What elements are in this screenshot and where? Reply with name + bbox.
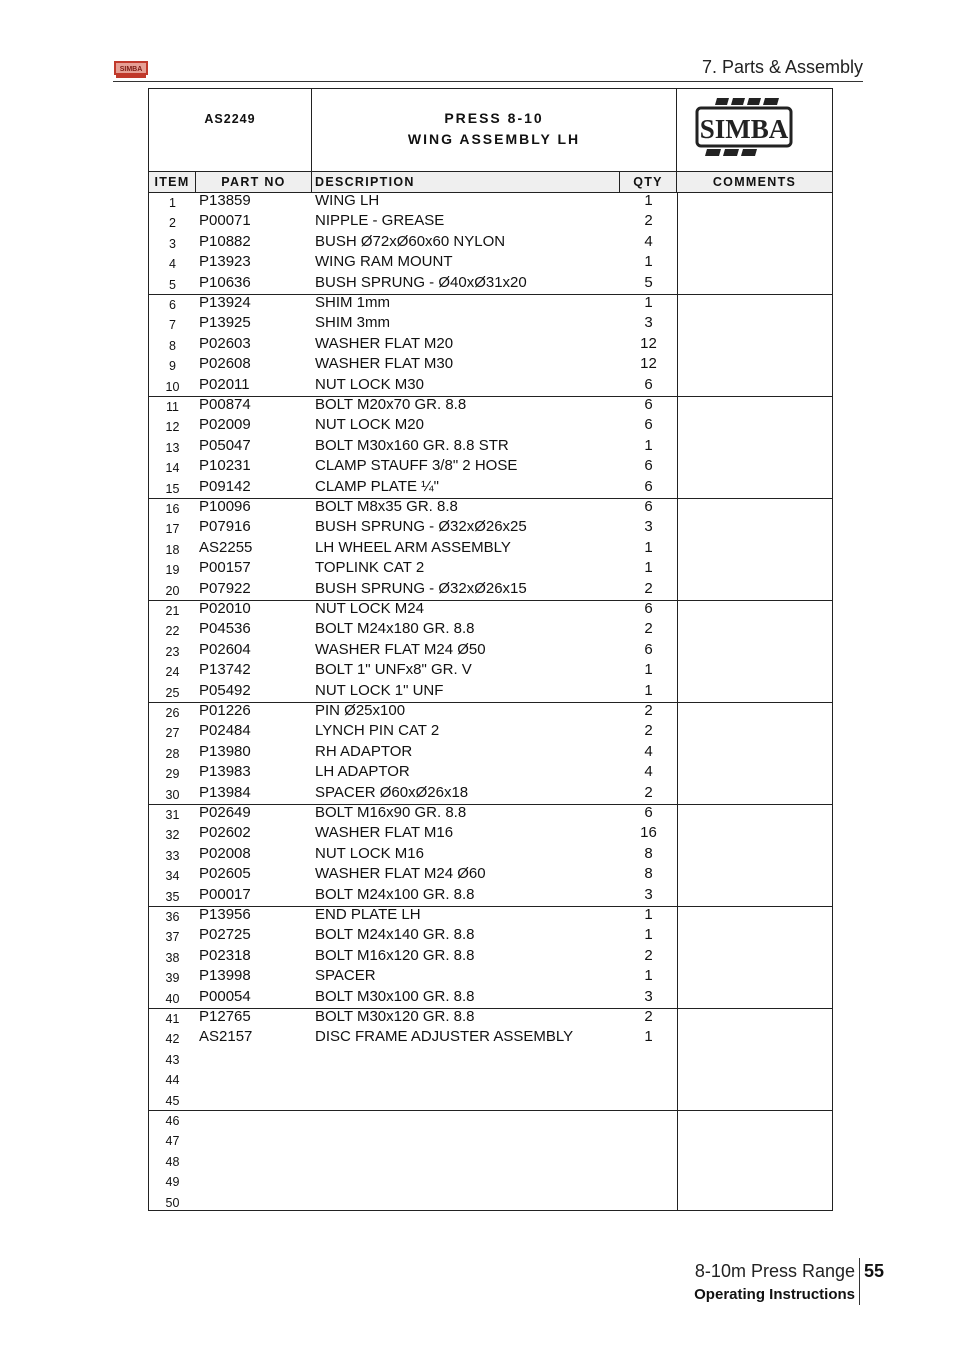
item-cell: 48 (165, 1154, 180, 1169)
qty-cell: 3 (644, 987, 653, 1005)
qty-cell: 6 (644, 804, 653, 821)
part-no-cell: P02602 (199, 824, 251, 842)
table-row (149, 641, 832, 661)
description-cell: WASHER FLAT M20 (315, 334, 454, 352)
simba-logo (695, 96, 793, 158)
item-cell: 50 (165, 1195, 180, 1210)
table-row (149, 294, 832, 314)
part-no-cell: P02605 (199, 865, 251, 883)
part-no-cell: AS2157 (199, 1028, 253, 1046)
description-cell: WASHER FLAT M24 Ø50 (315, 640, 486, 658)
group-divider (149, 396, 832, 397)
part-no-cell: P10096 (199, 498, 251, 515)
svg-text:SIMBA: SIMBA (699, 114, 789, 144)
part-no-cell: P00071 (199, 212, 251, 230)
group-divider (149, 600, 832, 601)
item-cell: 33 (165, 848, 180, 863)
column-header-row (149, 171, 832, 193)
group-divider (149, 702, 832, 703)
table-row (149, 396, 832, 416)
item-cell: 21 (165, 604, 180, 618)
table-row (149, 845, 832, 865)
part-no-cell: P01226 (199, 702, 251, 719)
qty-cell: 12 (640, 355, 657, 373)
table-row (149, 682, 832, 702)
item-cell: 37 (165, 930, 180, 945)
qty-cell: 6 (644, 600, 653, 617)
section-title: 7. Parts & Assembly (701, 57, 863, 77)
part-no-cell: P09142 (199, 477, 251, 495)
qty-cell: 4 (644, 742, 653, 760)
qty-cell: 16 (640, 824, 657, 842)
table-row (149, 559, 832, 579)
group-divider (149, 1110, 832, 1111)
part-no-cell: P02010 (199, 600, 251, 617)
item-cell: 30 (165, 787, 180, 802)
description-cell: DISC FRAME ADJUSTER ASSEMBLY (315, 1028, 574, 1046)
footer-title: 8-10m Press Range (694, 1261, 855, 1281)
part-no-cell: P05047 (199, 436, 251, 454)
part-no-cell: P00874 (199, 396, 251, 413)
description-cell: END PLATE LH (315, 906, 421, 923)
qty-cell: 8 (644, 844, 653, 862)
qty-cell: 6 (644, 416, 653, 434)
page-number: 55 (864, 1261, 885, 1281)
assembly-number: AS2249 (204, 112, 256, 126)
item-cell: 39 (165, 971, 180, 986)
table-row (149, 1008, 832, 1028)
table-row (149, 620, 832, 640)
part-no-cell: P00054 (199, 987, 251, 1005)
part-no-cell: P02008 (199, 844, 251, 862)
description-cell: WING RAM MOUNT (315, 253, 453, 271)
table-row (149, 1130, 832, 1150)
item-cell: 12 (165, 420, 180, 435)
table-row (149, 1171, 832, 1191)
part-no-cell: P04536 (199, 620, 251, 638)
col-header-description: DESCRIPTION (312, 172, 620, 192)
qty-cell: 1 (644, 192, 653, 209)
qty-cell: 2 (644, 1008, 653, 1025)
part-no-cell: P02649 (199, 804, 251, 821)
description-cell: CLAMP STAUFF 3/8" 2 HOSE (315, 457, 518, 475)
part-no-cell: P05492 (199, 681, 251, 699)
table-row (149, 376, 832, 396)
part-no-cell: P13998 (199, 967, 251, 985)
simba-small-logo (113, 59, 149, 79)
item-cell: 9 (169, 359, 176, 374)
description-cell: BOLT M24x140 GR. 8.8 (315, 926, 475, 944)
part-no-cell: P13859 (199, 192, 251, 209)
qty-cell: 4 (644, 232, 653, 250)
part-no-cell: P10231 (199, 457, 251, 475)
part-no-cell: P00157 (199, 559, 251, 577)
item-cell: 15 (165, 481, 180, 496)
description-cell: BOLT M8x35 GR. 8.8 (315, 498, 458, 515)
description-cell: NUT LOCK 1" UNF (315, 681, 444, 699)
qty-cell: 6 (644, 640, 653, 658)
description-cell: BOLT M30x100 GR. 8.8 (315, 987, 475, 1005)
part-no-cell: AS2255 (199, 538, 253, 556)
assembly-title-cell (312, 89, 677, 171)
table-row (149, 926, 832, 946)
group-divider (149, 906, 832, 907)
item-cell: 34 (165, 869, 180, 884)
qty-cell: 6 (644, 498, 653, 515)
table-row (149, 233, 832, 253)
item-cell: 36 (165, 910, 180, 924)
description-cell: BOLT M16x90 GR. 8.8 (315, 804, 467, 821)
col-header-qty: QTY (620, 172, 677, 192)
qty-cell: 1 (644, 661, 653, 679)
qty-cell: 2 (644, 783, 653, 801)
part-no-cell: P13742 (199, 661, 251, 679)
item-cell: 29 (165, 767, 180, 782)
item-cell: 1 (169, 196, 176, 210)
part-no-cell: P13923 (199, 253, 251, 271)
item-cell: 41 (165, 1012, 180, 1026)
item-cell: 25 (165, 685, 180, 700)
item-cell: 46 (165, 1114, 180, 1128)
qty-cell: 12 (640, 334, 657, 352)
description-cell: SHIM 1mm (315, 294, 390, 311)
footer-subtitle: Operating Instructions (694, 1286, 855, 1303)
description-cell: PIN Ø25x100 (315, 702, 406, 719)
item-cell: 13 (165, 440, 180, 455)
table-row (149, 314, 832, 334)
group-divider (149, 1008, 832, 1009)
description-cell: BOLT M24x180 GR. 8.8 (315, 620, 475, 638)
description-cell: SPACER Ø60xØ26x18 (315, 783, 469, 801)
description-cell: BOLT M24x100 GR. 8.8 (315, 885, 475, 903)
description-cell: SPACER (315, 967, 376, 985)
description-cell: BUSH SPRUNG - Ø32xØ26x25 (315, 518, 527, 536)
part-no-cell: P13925 (199, 314, 251, 332)
table-row (149, 1049, 832, 1069)
item-cell: 14 (165, 461, 180, 476)
table-row (149, 437, 832, 457)
part-no-cell: P12765 (199, 1008, 251, 1025)
qty-cell: 8 (644, 865, 653, 883)
description-cell: NUT LOCK M24 (315, 600, 424, 617)
qty-cell: 1 (644, 681, 653, 699)
description-cell: SHIM 3mm (315, 314, 390, 332)
item-cell: 24 (165, 665, 180, 680)
part-no-cell: P07922 (199, 579, 251, 597)
part-no-cell: P13924 (199, 294, 251, 311)
item-cell: 28 (165, 746, 180, 761)
item-cell: 27 (165, 726, 180, 741)
item-cell: 42 (165, 1032, 180, 1047)
item-cell: 35 (165, 889, 180, 904)
part-no-cell: P07916 (199, 518, 251, 536)
table-row (149, 335, 832, 355)
description-cell: NUT LOCK M16 (315, 844, 424, 862)
table-row (149, 457, 832, 477)
part-no-cell: P02725 (199, 926, 251, 944)
table-row (149, 947, 832, 967)
svg-text:SIMBA: SIMBA (119, 66, 143, 73)
item-cell: 11 (166, 400, 179, 414)
part-no-cell: P13980 (199, 742, 251, 760)
item-cell: 17 (165, 522, 180, 537)
part-no-cell: P02318 (199, 946, 251, 964)
qty-cell: 1 (644, 436, 653, 454)
item-cell: 22 (165, 624, 180, 639)
qty-cell: 2 (644, 212, 653, 230)
qty-cell: 6 (644, 396, 653, 413)
description-cell: NUT LOCK M30 (315, 375, 424, 393)
part-no-cell: P02009 (199, 416, 251, 434)
table-row (149, 1192, 832, 1212)
item-cell: 2 (169, 216, 176, 231)
table-row (149, 1069, 832, 1089)
logo-cell (677, 89, 834, 171)
qty-cell: 3 (644, 518, 653, 536)
part-no-cell: P02604 (199, 640, 251, 658)
qty-cell: 2 (644, 620, 653, 638)
assembly-title-line1: PRESS 8-10 (444, 110, 544, 126)
item-cell: 44 (165, 1073, 180, 1088)
part-no-cell: P02484 (199, 722, 251, 740)
table-row (149, 253, 832, 273)
table-row (149, 416, 832, 436)
table-row (149, 763, 832, 783)
description-cell: TOPLINK CAT 2 (315, 559, 425, 577)
item-cell: 43 (165, 1052, 180, 1067)
description-cell: BOLT M20x70 GR. 8.8 (315, 396, 467, 413)
qty-cell: 1 (644, 926, 653, 944)
qty-cell: 6 (644, 457, 653, 475)
table-row (149, 355, 832, 375)
parts-list-table (148, 88, 833, 1211)
qty-cell: 1 (644, 253, 653, 271)
assembly-title-line2: WING ASSEMBLY LH (407, 131, 581, 147)
header-rule (113, 81, 863, 82)
item-cell: 31 (165, 808, 180, 822)
table-row (149, 743, 832, 763)
group-divider (149, 294, 832, 295)
qty-cell: 4 (644, 763, 653, 781)
group-divider (149, 804, 832, 805)
part-no-cell: P13983 (199, 763, 251, 781)
part-no-cell: P13956 (199, 906, 251, 923)
table-row (149, 886, 832, 906)
table-row (149, 539, 832, 559)
qty-cell: 2 (644, 702, 653, 719)
description-cell: BOLT M16x120 GR. 8.8 (315, 946, 475, 964)
item-cell: 16 (165, 502, 180, 516)
item-cell: 49 (165, 1175, 180, 1190)
qty-cell: 5 (644, 273, 653, 291)
description-cell: NUT LOCK M20 (315, 416, 424, 434)
qty-cell: 2 (644, 722, 653, 740)
table-row (149, 1151, 832, 1171)
col-header-part-no: PART NO (196, 172, 312, 192)
table-row (149, 580, 832, 600)
description-cell: LH ADAPTOR (315, 763, 410, 781)
item-cell: 32 (165, 828, 180, 843)
description-cell: BUSH Ø72xØ60x60 NYLON (315, 232, 506, 250)
description-cell: BUSH SPRUNG - Ø40xØ31x20 (315, 273, 527, 291)
table-row (149, 518, 832, 538)
item-cell: 45 (165, 1093, 180, 1108)
part-no-cell: P02603 (199, 334, 251, 352)
description-cell: BOLT M30x160 GR. 8.8 STR (315, 436, 509, 454)
assembly-number-cell (149, 89, 312, 171)
item-cell: 38 (165, 950, 180, 965)
qty-cell: 1 (644, 1028, 653, 1046)
table-row (149, 192, 832, 212)
part-no-cell: P10636 (199, 273, 251, 291)
item-cell: 26 (165, 706, 180, 720)
item-cell: 6 (169, 298, 176, 312)
qty-cell: 1 (644, 538, 653, 556)
table-row (149, 1110, 832, 1130)
item-cell: 4 (169, 257, 176, 272)
col-header-comments: COMMENTS (712, 175, 797, 189)
qty-cell: 6 (644, 477, 653, 495)
table-row (149, 274, 832, 294)
table-row (149, 1028, 832, 1048)
description-cell: WING LH (315, 192, 380, 209)
table-row (149, 478, 832, 498)
item-cell: 23 (165, 644, 180, 659)
table-row (149, 600, 832, 620)
table-row (149, 702, 832, 722)
description-cell: BOLT 1" UNFx8" GR. V (315, 661, 472, 679)
qty-cell: 1 (644, 294, 653, 311)
qty-cell: 3 (644, 314, 653, 332)
item-cell: 7 (169, 318, 176, 333)
description-cell: WASHER FLAT M24 Ø60 (315, 865, 486, 883)
item-cell: 40 (165, 991, 180, 1006)
description-cell: WASHER FLAT M30 (315, 355, 454, 373)
part-no-cell: P02608 (199, 355, 251, 373)
item-cell: 19 (165, 563, 180, 578)
table-row (149, 498, 832, 518)
item-cell: 47 (165, 1134, 180, 1149)
col-header-item: ITEM (149, 172, 196, 192)
table-row (149, 784, 832, 804)
item-cell: 3 (169, 236, 176, 251)
group-divider (149, 498, 832, 499)
table-row (149, 212, 832, 232)
qty-cell: 2 (644, 579, 653, 597)
description-cell: LH WHEEL ARM ASSEMBLY (315, 538, 511, 556)
item-cell: 20 (165, 583, 180, 598)
table-row (149, 804, 832, 824)
qty-cell: 1 (644, 906, 653, 923)
part-no-cell: P02011 (199, 375, 250, 393)
table-row (149, 824, 832, 844)
table-row (149, 661, 832, 681)
description-cell: NIPPLE - GREASE (315, 212, 445, 230)
qty-cell: 1 (644, 559, 653, 577)
description-cell: LYNCH PIN CAT 2 (315, 722, 440, 740)
item-cell: 10 (165, 379, 180, 394)
table-row (149, 722, 832, 742)
description-cell: BOLT M30x120 GR. 8.8 (315, 1008, 475, 1025)
item-cell: 18 (165, 542, 180, 557)
item-cell: 8 (169, 338, 176, 353)
table-row (149, 865, 832, 885)
footer-divider (859, 1258, 860, 1305)
part-no-cell: P00017 (199, 885, 251, 903)
description-cell: CLAMP PLATE ¼" (315, 477, 439, 495)
description-cell: BUSH SPRUNG - Ø32xØ26x15 (315, 579, 527, 597)
table-row (149, 988, 832, 1008)
table-row (149, 906, 832, 926)
qty-cell: 1 (644, 967, 653, 985)
part-no-cell: P10882 (199, 232, 251, 250)
table-row (149, 967, 832, 987)
description-cell: RH ADAPTOR (315, 742, 413, 760)
description-cell: WASHER FLAT M16 (315, 824, 454, 842)
table-row (149, 1090, 832, 1110)
qty-cell: 6 (644, 375, 653, 393)
part-no-cell: P13984 (199, 783, 251, 801)
item-cell: 5 (169, 277, 176, 292)
qty-cell: 2 (644, 946, 653, 964)
qty-cell: 3 (644, 885, 653, 903)
